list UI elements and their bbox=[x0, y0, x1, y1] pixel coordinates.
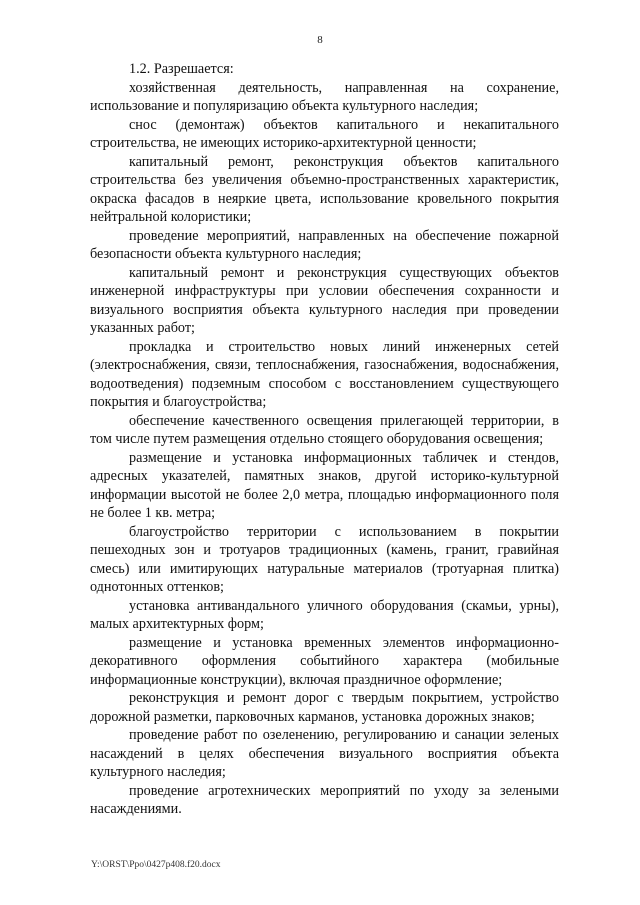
paragraph: прокладка и строительство новых линий инженерных сетей (электроснабжения, связи, теплоснабжения, газоснабжения, водоснабжения, водоотведения) подземным способом с восстановлением существующего покрытия и благоустройства; bbox=[90, 338, 559, 410]
paragraph: реконструкция и ремонт дорог с твердым покрытием, устройство дорожной разметки, парковочных карманов, установка дорожных знаков; bbox=[90, 690, 559, 725]
paragraph: капитальный ремонт и реконструкция существующих объектов инженерной инфраструктуры при условии обеспечения сохранности и визуального восприятия объекта культурного наследия при проведении указанных работ; bbox=[90, 264, 559, 336]
document-body bbox=[90, 60, 559, 819]
paragraph: размещение и установка информационных табличек и стендов, адресных указателей, памятных знаков, другой историко-культурной информации высотой не более 2,0 метра, площадью информационного поля не более 1 кв. метра; bbox=[90, 449, 559, 521]
paragraph: проведение работ по озеленению, регулированию и санации зеленых насаждений в целях обеспечения визуального восприятия объекта культурного наследия; bbox=[90, 727, 559, 780]
paragraph: хозяйственная деятельность, направленная на сохранение, использование и популяризацию объекта культурного наследия; bbox=[90, 79, 559, 114]
paragraph: размещение и установка временных элементов информационно-декоративного оформления событийного характера (мобильные информационные конструкции), включая праздничное оформление; bbox=[90, 634, 559, 688]
section-heading: 1.2. Разрешается: bbox=[129, 61, 234, 77]
footer-file-path: Y:\ORST\Ppo\0427p408.f20.docx bbox=[91, 860, 221, 870]
paragraph: проведение агротехнических мероприятий по уходу за зелеными насаждениями. bbox=[90, 782, 559, 817]
paragraph: обеспечение качественного освещения прилегающей территории, в том числе путем размещения отдельно стоящего оборудования освещения; bbox=[90, 412, 559, 447]
paragraph: капитальный ремонт, реконструкция объектов капитального строительства без увеличения объемно-пространственных характеристик, окраска фасадов в неяркие цвета, использование кровельного покрытия нейтральной колористики; bbox=[90, 153, 559, 225]
paragraph: установка антивандального уличного оборудования (скамьи, урны), малых архитектурных форм; bbox=[90, 597, 559, 632]
paragraph: снос (демонтаж) объектов капитального и некапитального строительства, не имеющих историко-архитектурной ценности; bbox=[90, 116, 559, 151]
page-number: 8 bbox=[317, 34, 323, 46]
paragraph: благоустройство территории с использованием в покрытии пешеходных зон и тротуаров традиционных (камень, гранит, гравийная смесь) или имитирующих натуральные материалов (тротуарная плитка) однотонных оттенков; bbox=[90, 523, 559, 595]
paragraph: проведение мероприятий, направленных на обеспечение пожарной безопасности объекта культурного наследия; bbox=[90, 227, 559, 262]
